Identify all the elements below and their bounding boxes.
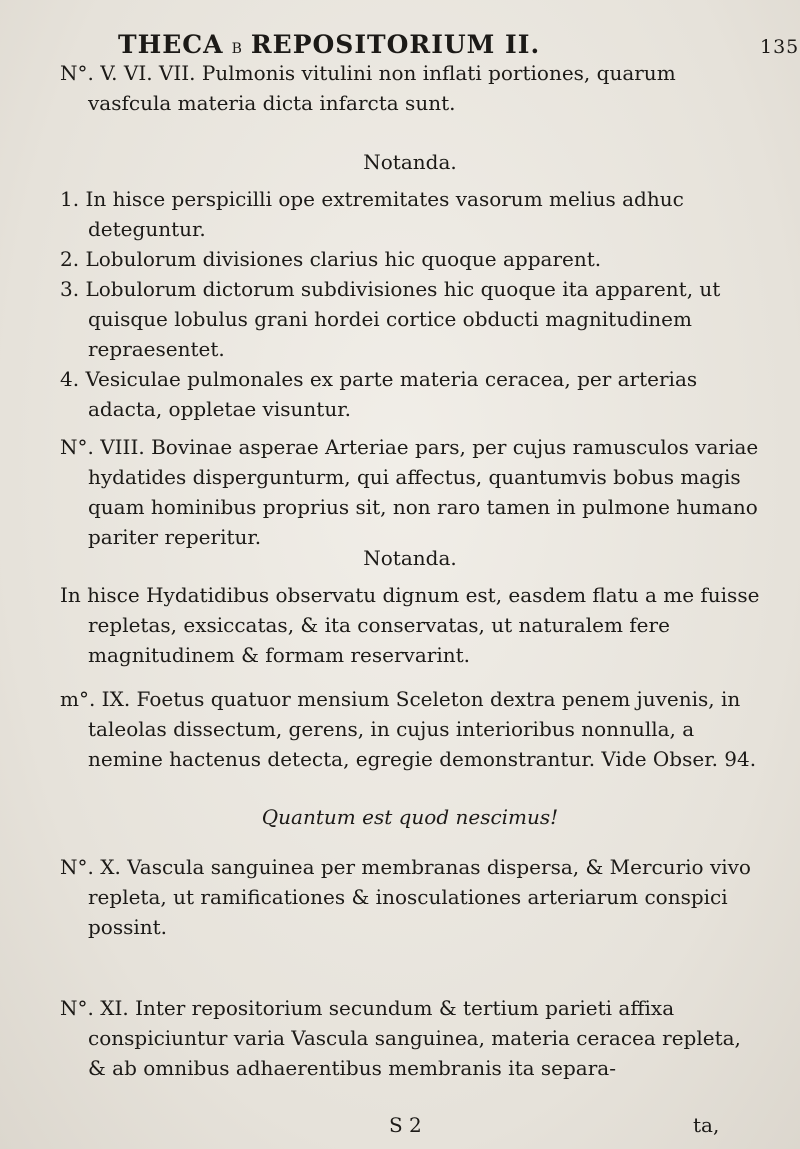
entry-text: N°. V. VI. VII. Pulmonis vitulini non inflati portiones, quarum vasfcula materia dicta infarcta sunt. [60,61,676,115]
entry-ix [60,684,760,774]
notanda-heading-2 [60,543,760,573]
exclamation-text: Quantum est quod nescimus! [261,805,559,829]
entry-x [60,852,760,942]
catchword: ta, [693,1113,720,1137]
list-item: 3. Lobulorum dictorum subdivisiones hic quoque ita apparent, ut quisque lobulus grani hordei cortice obducti magnitudinem repraesentet. [60,277,721,361]
signature-mark: S 2 [389,1113,422,1137]
running-head-left: THECA [118,30,224,59]
entry-text: N°. XI. Inter repositorium secundum & tertium parieti affixa conspiciuntur varia Vascula sanguinea, materia ceracea repleta, & ab omnibus adhaerentibus membranis ita separa- [60,996,741,1080]
entry-viii [60,432,760,552]
exclamation [60,802,760,832]
notanda-list-1 [60,184,760,424]
hydatid-note [60,580,760,670]
entry-text: N°. X. Vascula sanguinea per membranas dispersa, & Mercurio vivo repleta, ut ramificationes & inosculationes arteriarum conspici possint. [60,855,751,939]
entry-text: In hisce Hydatidibus observatu dignum est, easdem flatu a me fuisse repletas, exsiccatas, & ita conservatas, ut naturalem fere magnitudinem & formam reservarint. [60,583,760,667]
running-head [118,30,800,59]
entry-xi [60,993,760,1083]
entry-text: m°. IX. Foetus quatuor mensium Sceleton dextra penem juvenis, in taleolas dissectum, gerens, in cujus interioribus nonnulla, a nemine hactenus detecta, egregie demonstrantur. Vide Obser. 94. [60,687,757,771]
list-item: 1. In hisce perspicilli ope extremitates vasorum melius adhuc deteguntur. [60,187,684,241]
heading-text: Notanda. [363,546,457,570]
page-number: 135 [760,36,800,58]
heading-text: Notanda. [363,150,457,174]
notanda-heading-1 [60,147,760,177]
entry-text: N°. VIII. Bovinae asperae Arteriae pars, per cujus ramusculos variae hydatides dispergunturm, qui affectus, quantumvis bobus magis quam hominibus proprius sit, non raro tamen in pulmone humano pariter reperitur. [60,435,759,549]
entry-v-vii [60,58,760,118]
list-item: 2. Lobulorum divisiones clarius hic quoque apparent. [60,247,602,271]
running-head-right: REPOSITORIUM II. [250,30,541,59]
list-item: 4. Vesiculae pulmonales ex parte materia ceracea, per arterias adacta, oppletae visuntur. [60,367,698,421]
running-head-conj: B [231,41,243,57]
